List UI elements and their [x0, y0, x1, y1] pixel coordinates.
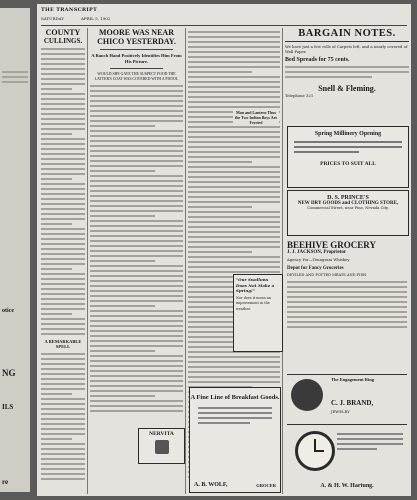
price-list-line	[287, 286, 407, 288]
text-line	[41, 98, 85, 100]
text-line	[90, 360, 183, 362]
text-line	[90, 105, 183, 107]
text-line	[90, 405, 183, 407]
text-line	[188, 101, 280, 103]
text-line	[41, 238, 85, 240]
text-line	[188, 181, 280, 183]
text-line	[90, 300, 183, 302]
text-line	[41, 403, 85, 405]
text-line	[41, 358, 85, 360]
hartung-name: A. & H. W. Hartung.	[320, 483, 374, 489]
text-line	[41, 108, 85, 110]
text-line	[188, 196, 280, 198]
quote-ad-body: Nor does it mean an improvement in the weather.	[236, 295, 271, 311]
text-line	[188, 166, 280, 168]
text-line	[41, 288, 85, 290]
text-line	[41, 443, 85, 445]
text-line	[188, 161, 252, 163]
text-line	[41, 438, 72, 440]
text-line	[41, 188, 85, 190]
prince-address: Commercial Street, near Pine, Nevada City.	[307, 206, 389, 210]
fine-line-sub: GROCER	[256, 483, 276, 488]
text-line	[41, 68, 85, 70]
text-line	[41, 398, 85, 400]
price-list-line	[287, 291, 407, 293]
text-line	[41, 333, 85, 335]
text-line	[188, 376, 280, 378]
bargain-title: BARGAIN NOTES.	[298, 28, 396, 39]
text-line	[41, 148, 85, 150]
text-line	[90, 355, 183, 357]
text-line	[90, 280, 183, 282]
text-line	[41, 263, 85, 265]
column-lead-story	[90, 28, 183, 494]
fine-line-ad	[189, 387, 281, 493]
text-line	[41, 298, 85, 300]
text-line	[41, 78, 85, 80]
text-line	[41, 88, 72, 90]
text-line	[41, 103, 85, 105]
text-line	[90, 135, 183, 137]
millinery-title: Spring Millinery Opening	[314, 131, 382, 137]
text-line	[90, 215, 155, 217]
text-line	[90, 325, 183, 327]
text-line	[90, 165, 183, 167]
text-line	[90, 275, 183, 277]
text-line	[188, 126, 280, 128]
text-line	[41, 418, 85, 420]
column-rule	[282, 28, 283, 494]
price-list-line	[287, 311, 407, 313]
text-line	[90, 265, 183, 267]
millinery-prices: PRICES TO SUIT ALL	[320, 161, 376, 167]
text-line	[90, 130, 183, 132]
text-line	[41, 468, 85, 470]
column-rule	[185, 28, 186, 494]
text-line	[188, 51, 280, 53]
text-line	[188, 241, 280, 243]
nervita-figure-icon	[155, 440, 169, 454]
text-line	[188, 136, 280, 138]
text-line	[90, 205, 183, 207]
text-line	[41, 73, 85, 75]
text-line	[90, 90, 183, 92]
text-line	[41, 258, 85, 260]
alarm-clock-icon	[295, 431, 335, 471]
text-line	[41, 143, 85, 145]
text-line	[90, 240, 183, 242]
text-line	[90, 330, 183, 332]
text-line	[90, 200, 183, 202]
text-line	[41, 478, 85, 480]
text-line	[188, 246, 280, 248]
middle-headline: Man and Lantern Thus the Two Indian Boys Are Ferried	[234, 110, 278, 125]
text-line	[188, 206, 252, 208]
price-list-line	[287, 281, 407, 283]
left-re-fragment: re	[2, 478, 9, 486]
text-line	[188, 266, 280, 268]
text-line	[41, 223, 72, 225]
text-line	[188, 371, 280, 373]
text-line	[41, 138, 85, 140]
text-line	[90, 310, 183, 312]
text-line	[41, 208, 85, 210]
text-line	[90, 410, 183, 412]
text-line	[188, 356, 280, 358]
people-illustration-icon	[291, 379, 323, 411]
bargain-intro: We have just a few rolls of Carpets left, and a nearly covered of Wall Paper.	[285, 44, 408, 54]
text-line	[90, 195, 183, 197]
text-line	[90, 380, 183, 382]
text-line	[90, 145, 183, 147]
text-line	[41, 163, 85, 165]
text-line	[90, 335, 183, 337]
text-line	[90, 320, 183, 322]
hartung-ad	[287, 424, 407, 493]
text-line	[90, 115, 183, 117]
text-line	[188, 66, 280, 68]
text-line	[41, 328, 85, 330]
text-line	[41, 433, 85, 435]
text-line	[41, 153, 85, 155]
text-line	[90, 270, 183, 272]
text-line	[90, 125, 155, 127]
text-line	[188, 31, 280, 33]
text-line	[90, 140, 183, 142]
text-line	[188, 366, 280, 368]
text-line	[90, 175, 183, 177]
text-line	[188, 256, 280, 258]
text-line	[41, 283, 85, 285]
text-line	[188, 191, 280, 193]
beehive-owner: J. J. JACKSON, Proprietor	[287, 250, 347, 255]
text-line	[41, 393, 72, 395]
text-line	[41, 133, 72, 135]
text-line	[41, 128, 85, 130]
column-rule	[87, 28, 88, 494]
text-line	[41, 353, 85, 355]
text-line	[41, 173, 85, 175]
text-line	[41, 318, 85, 320]
text-line	[41, 203, 85, 205]
text-line	[188, 151, 280, 153]
price-list-line	[287, 306, 407, 308]
text-line	[90, 235, 183, 237]
text-line	[188, 201, 280, 203]
text-line	[90, 285, 183, 287]
text-line	[41, 198, 85, 200]
text-line	[41, 453, 85, 455]
text-line	[90, 255, 183, 257]
text-line	[188, 36, 280, 38]
text-line	[188, 71, 252, 73]
text-line	[188, 41, 280, 43]
price-list-line	[287, 301, 407, 303]
text-line	[41, 363, 85, 365]
text-line	[188, 171, 280, 173]
text-line	[41, 233, 85, 235]
text-line	[188, 231, 280, 233]
text-line	[188, 106, 280, 108]
text-line	[41, 313, 72, 315]
bargain-highlight: Bed Spreads for 75 cents.	[285, 57, 350, 63]
text-line	[90, 160, 183, 162]
text-line	[90, 150, 183, 152]
newspaper-page	[37, 4, 411, 496]
text-line	[188, 146, 280, 148]
text-line	[41, 368, 85, 370]
text-line	[188, 186, 280, 188]
lead-headline: MOORE WAS NEAR CHICO YESTERDAY.	[97, 28, 176, 46]
prince-store-line: NEW DRY GOODS and CLOTHING STORE,	[297, 201, 399, 206]
text-line	[41, 123, 85, 125]
text-line	[188, 236, 280, 238]
snell-telephone: Telephone 321	[285, 93, 314, 98]
day-label: SATURDAY	[41, 16, 65, 21]
text-line	[90, 190, 183, 192]
text-line	[188, 91, 280, 93]
text-line	[90, 225, 183, 227]
lead-deck-2: WOULD SHE GAVE THE SUSPECT FOOD THE LATTER'S COAT WAS COVERED WITH A PISTOL	[94, 72, 179, 81]
engagement-ring-ad	[287, 374, 407, 421]
text-line	[41, 228, 85, 230]
prince-store-ad	[287, 190, 409, 236]
text-line	[90, 100, 183, 102]
text-line	[188, 261, 280, 263]
text-line	[90, 375, 183, 377]
text-line	[41, 58, 85, 60]
remarkable-spell-headline: A REMARKABLE SPELL	[44, 339, 82, 349]
text-line	[41, 413, 85, 415]
beehive-depot: Depot for Fancy Groceries	[287, 265, 344, 271]
text-line	[90, 185, 183, 187]
text-line	[90, 345, 183, 347]
text-line	[41, 323, 85, 325]
text-line	[41, 303, 85, 305]
text-line	[41, 383, 85, 385]
middle-headline-block	[233, 110, 279, 125]
text-line	[41, 113, 85, 115]
text-line	[41, 373, 85, 375]
fine-line-title: A Fine Line of Breakfast Goods.	[190, 394, 280, 401]
text-line	[90, 220, 183, 222]
beehive-title: BEEHIVE GROCERY	[287, 240, 376, 250]
text-line	[188, 156, 280, 158]
engagement-sub: JEWELRY	[331, 409, 350, 414]
masthead	[41, 7, 407, 26]
left-notice-fragment: otice	[2, 308, 14, 314]
text-line	[188, 251, 252, 253]
text-line	[188, 176, 280, 178]
text-line	[41, 448, 85, 450]
text-line	[41, 48, 85, 50]
text-line	[90, 385, 183, 387]
text-line	[41, 293, 85, 295]
text-line	[41, 473, 85, 475]
paper-name: THE TRANSCRIPT	[41, 7, 98, 13]
text-line	[90, 180, 183, 182]
text-line	[90, 395, 155, 397]
text-line	[188, 361, 280, 363]
county-subtitle: CULLINGS.	[43, 37, 83, 45]
text-line	[41, 423, 85, 425]
date-line: APRIL 5, 1902	[81, 16, 111, 21]
text-line	[90, 305, 155, 307]
text-line	[90, 290, 183, 292]
text-line	[90, 85, 183, 87]
snell-fleming-name: Snell & Fleming.	[318, 84, 376, 93]
text-line	[90, 365, 183, 367]
text-line	[90, 170, 155, 172]
lead-deck-1: A Ranch Hand Positively Identifies Him From His Picture.	[91, 53, 182, 64]
text-line	[41, 118, 85, 120]
text-line	[188, 271, 280, 273]
text-line	[90, 245, 183, 247]
text-line	[41, 83, 85, 85]
text-line	[41, 408, 85, 410]
text-line	[90, 350, 155, 352]
county-title: COUNTY	[45, 28, 81, 37]
text-line	[41, 278, 85, 280]
text-line	[90, 340, 183, 342]
text-line	[90, 295, 183, 297]
text-line	[41, 93, 85, 95]
text-line	[188, 141, 280, 143]
nervita-name: NERVITA	[149, 431, 174, 437]
text-line	[188, 131, 280, 133]
text-line	[41, 463, 85, 465]
text-line	[90, 155, 183, 157]
text-line	[90, 390, 183, 392]
text-line	[188, 76, 280, 78]
text-line	[188, 226, 280, 228]
text-line	[188, 81, 280, 83]
text-line	[188, 381, 280, 383]
text-line	[188, 61, 280, 63]
text-line	[41, 308, 85, 310]
text-line	[41, 193, 85, 195]
text-line	[188, 96, 280, 98]
text-line	[41, 158, 85, 160]
text-line	[188, 221, 280, 223]
column-county-cullings	[41, 28, 85, 494]
beehive-grocery-ad	[287, 240, 407, 370]
text-line	[188, 46, 280, 48]
left-ils-fragment: ILS	[2, 403, 14, 411]
beehive-deviled: DEVILED AND POTTED MEATS AND FISH	[287, 272, 367, 277]
text-line	[41, 213, 85, 215]
text-line	[188, 216, 280, 218]
text-line	[41, 53, 85, 55]
text-line	[90, 230, 183, 232]
spring-millinery-ad	[287, 126, 409, 188]
text-line	[188, 86, 280, 88]
text-line	[188, 211, 280, 213]
text-line	[90, 210, 183, 212]
left-adjacent-page	[0, 8, 30, 492]
text-line	[188, 56, 280, 58]
engagement-name: C. J. BRAND,	[331, 399, 374, 407]
beehive-agency: Agency For—Tenngram Whiskey	[287, 257, 350, 262]
nervita-ad	[138, 428, 185, 464]
fine-line-name: A. B. WOLF,	[194, 482, 228, 488]
quote-ad	[233, 274, 283, 352]
price-list-line	[287, 321, 407, 323]
text-line	[41, 378, 85, 380]
prince-name: D. S. PRINCE'S	[327, 195, 369, 201]
text-line	[90, 315, 183, 317]
text-line	[90, 260, 155, 262]
text-line	[41, 268, 72, 270]
text-line	[41, 428, 85, 430]
text-line	[41, 273, 85, 275]
price-list-line	[287, 296, 407, 298]
text-line	[41, 253, 85, 255]
text-line	[90, 250, 183, 252]
text-line	[90, 95, 183, 97]
text-line	[41, 218, 85, 220]
engagement-title: The Engagement Ring	[331, 377, 375, 382]
text-line	[41, 178, 72, 180]
text-line	[90, 120, 183, 122]
text-line	[41, 168, 85, 170]
price-list-line	[287, 316, 407, 318]
text-line	[90, 370, 183, 372]
text-line	[41, 183, 85, 185]
text-line	[41, 458, 85, 460]
text-line	[90, 400, 183, 402]
quote-ad-headline: "Our Swallows Does Not Make a Spring!"	[236, 277, 275, 293]
text-line	[41, 388, 85, 390]
text-line	[41, 243, 85, 245]
text-line	[90, 110, 183, 112]
price-list-line	[287, 326, 407, 328]
text-line	[41, 63, 85, 65]
left-ng-fragment: NG	[2, 368, 16, 378]
text-line	[41, 248, 85, 250]
